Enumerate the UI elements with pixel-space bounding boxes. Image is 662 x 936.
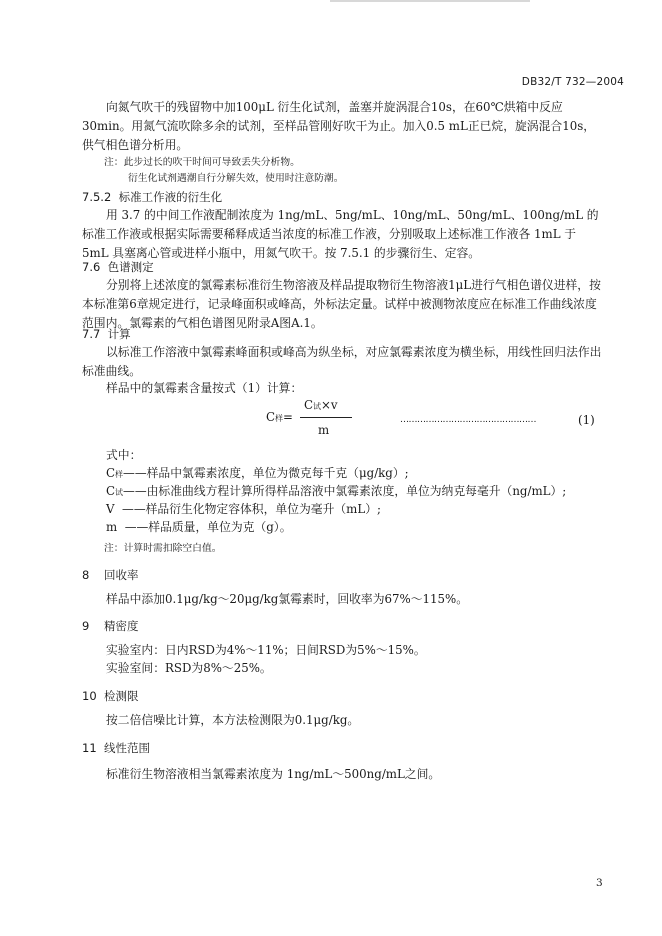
heading-title: 线性范围: [103, 741, 150, 755]
paragraph-7-7-1: 以标准工作溶液中氯霉素峰面积或峰高为纵坐标，对应氯霉素浓度为横坐标，用线性回归法作出标准曲线。: [82, 345, 602, 378]
def-text: ——样品中氯霉素浓度，单位为微克每千克（μg/kg）;: [123, 466, 409, 480]
heading-8: [82, 567, 138, 583]
def-symbol: C: [106, 484, 116, 498]
def-sub: 样: [115, 470, 124, 479]
heading-number: 7.7: [82, 327, 101, 341]
page-number: 3: [596, 877, 603, 889]
formula-number: (1): [578, 413, 595, 427]
heading-7-7: [82, 326, 131, 342]
definition-row: [106, 464, 409, 484]
heading-number: 7.5.2: [82, 190, 112, 204]
formula-numerator: [304, 396, 338, 416]
paragraph-11: 标准衍生物溶液相当氯霉素浓度为 1ng/mL～500ng/mL之间。: [106, 767, 441, 781]
heading-title: 色谱测定: [107, 260, 154, 274]
paragraph-9-line-2: 实验室间：RSD为8%～25%。: [106, 661, 272, 675]
heading-number: 9: [82, 619, 90, 633]
heading-number: 7.6: [82, 260, 101, 274]
definition-row: [106, 518, 292, 537]
heading-9: [82, 618, 138, 634]
heading-10: [82, 688, 138, 704]
def-symbol: C: [106, 466, 116, 480]
def-symbol: m: [106, 520, 118, 534]
def-sub: 试: [115, 488, 124, 497]
formula-leader-dots: …………………………………………: [400, 415, 536, 425]
formula-lhs-symbol: C: [266, 410, 276, 424]
numerator-rest: ×v: [321, 398, 338, 412]
heading-title: 精密度: [103, 619, 139, 633]
heading-number: 11: [82, 741, 97, 755]
paragraph-7-5-2: 用 3.7 的中间工作液配制浓度为 1ng/mL、5ng/mL、10ng/mL、50ng/mL、100ng/mL 的标准工作液或根据实际需要稀释成适当浓度的标准工作液，分别吸取上述标准工作液各 1mL 于 5mL 具塞离心管或进样小瓶中，用氮气吹干。按 7.5.1 的步骤衍生、定容。: [82, 208, 599, 260]
definition-row: [106, 500, 381, 519]
heading-11: [82, 740, 150, 756]
top-scan-line: [330, 0, 530, 2]
heading-title: 回收率: [103, 568, 139, 582]
heading-title: 标准工作液的衍生化: [118, 190, 223, 204]
standard-number: DB32/T 732—2004: [521, 76, 624, 88]
numerator-symbol: C: [304, 398, 314, 412]
definition-row: [106, 482, 566, 502]
heading-title: 检测限: [103, 689, 139, 703]
formula-equals: =: [283, 410, 293, 424]
heading-7-5-2: [82, 189, 222, 205]
def-symbol: V: [106, 502, 115, 516]
formula-lhs-sub: 样: [275, 414, 284, 423]
fraction-bar: [300, 417, 352, 418]
paragraph-7-7-2: 样品中的氯霉素含量按式（1）计算：: [106, 381, 303, 395]
heading-7-6: [82, 259, 154, 275]
paragraph-7-5-1-cont: 向氮气吹干的残留物中加100μL 衍生化试剂，盖塞并旋涡混合10s，在60℃烘箱中反应30min。用氮气流吹除多余的试剂，至样品管刚好吹干为止。加入0.5 mL正已烷，旋涡混合10s，供气相色谱分析用。: [82, 100, 596, 152]
paragraph-8: 样品中添加0.1μg/kg～20μg/kg氯霉素时，回收率为67%～115%。: [106, 592, 469, 606]
def-text: ——样品衍生化物定容体积，单位为毫升（mL）;: [122, 502, 381, 516]
heading-number: 10: [82, 689, 97, 703]
paragraph-9-line-1: 实验室内：日内RSD为4%～11%；日间RSD为5%～15%。: [106, 643, 426, 657]
def-text: ——由标准曲线方程计算所得样品溶液中氯霉素浓度，单位为纳克每毫升（ng/mL）;: [123, 484, 567, 498]
def-text: ——样品质量，单位为克（g）。: [124, 520, 292, 534]
note-2: 衍生化试剂遇潮自行分解失效，使用时注意防潮。: [128, 173, 344, 184]
heading-number: 8: [82, 568, 90, 582]
where-label: 式中：: [106, 448, 142, 462]
heading-title: 计算: [107, 327, 131, 341]
note-7-7: 注：计算时需扣除空白值。: [104, 543, 222, 554]
paragraph-10: 按二倍信噪比计算，本方法检测限为0.1μg/kg。: [106, 713, 360, 727]
note-1: 注：此步过长的吹干时间可导致丢失分析物。: [104, 157, 300, 168]
paragraph-7-6: 分别将上述浓度的氯霉素标准衍生物溶液及样品提取物衍生物溶液1μL进行气相色谱仪进样，按本标准第6章规定进行，记录峰面积或峰高，外标法定量。试样中被测物浓度应在标准工作曲线浓度范围内。氯霉素的气相色谱图见附录A图A.1。: [82, 278, 601, 330]
numerator-sub: 试: [313, 402, 322, 411]
formula-denominator: m: [318, 423, 330, 437]
formula-lhs: [266, 408, 293, 428]
